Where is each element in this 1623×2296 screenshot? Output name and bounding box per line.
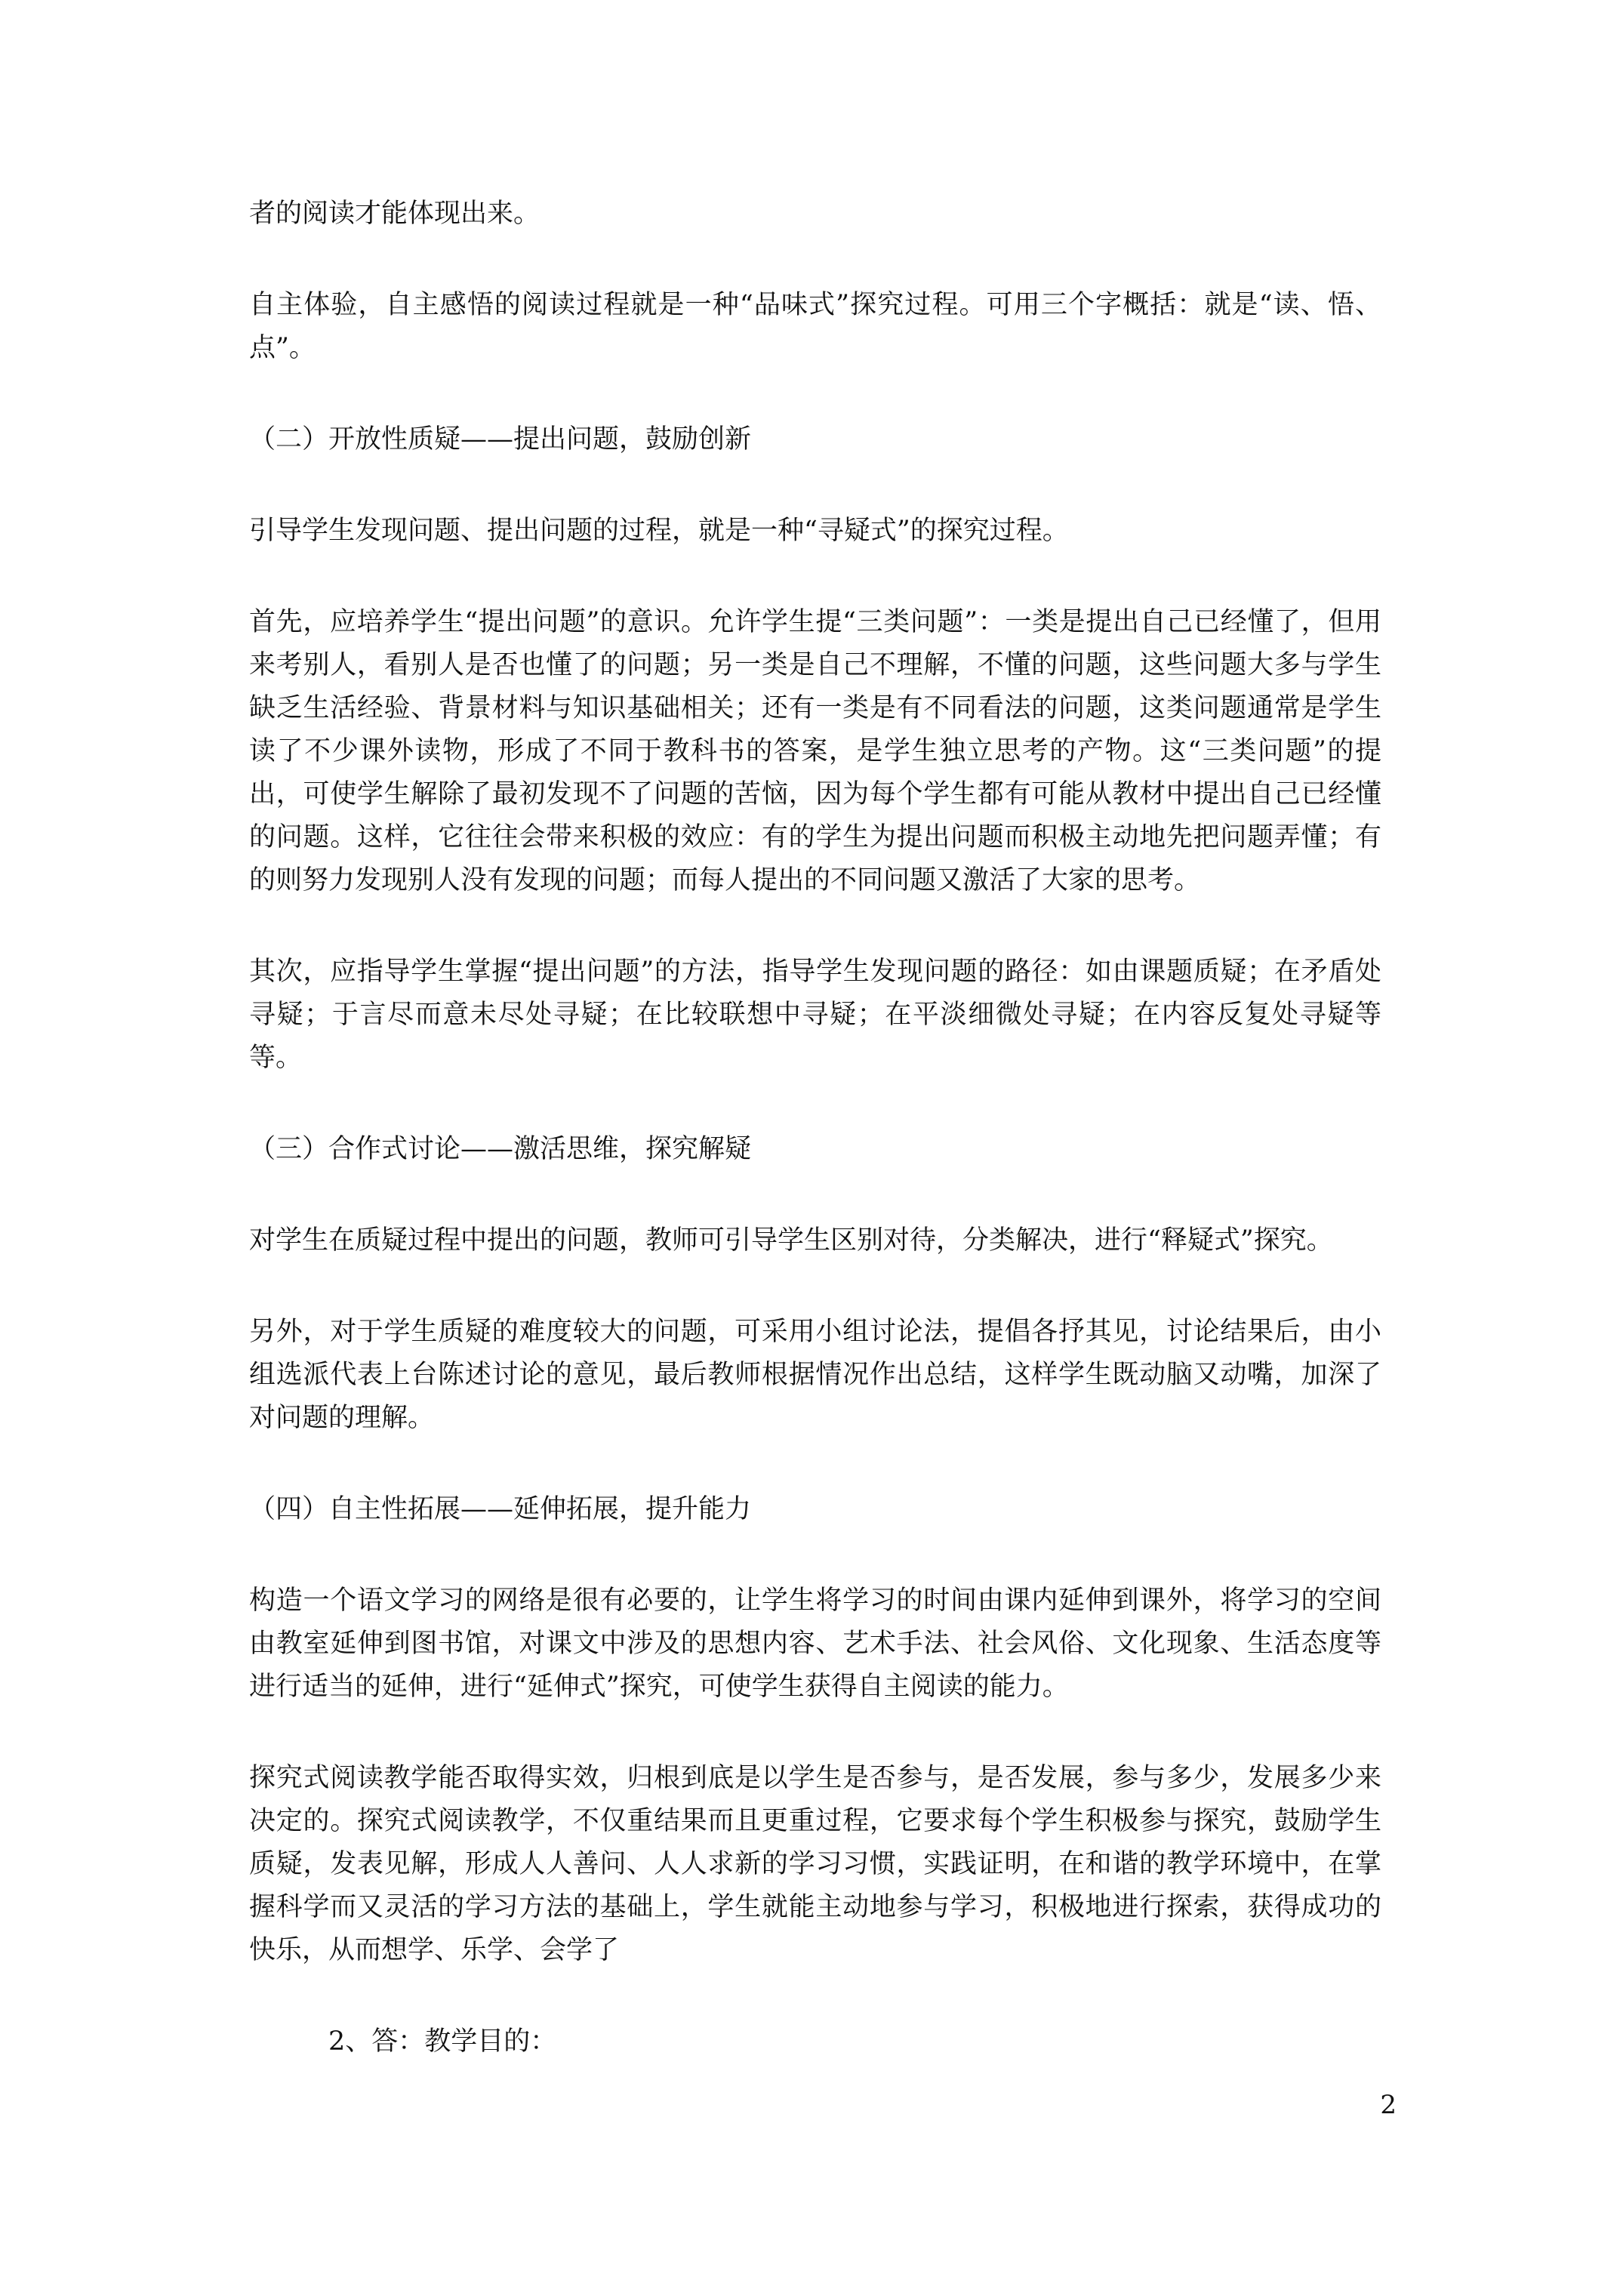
paragraph-second: 其次，应指导学生掌握“提出问题”的方法，指导学生发现问题的路径：如由课题质疑；在矛盾处寻疑；于言尽而意未尽处寻疑；在比较联想中寻疑；在平淡细微处寻疑；在内容反复处寻疑等等。: [249, 957, 1381, 1073]
section-heading-4: （四）自主性拓展——延伸拓展，提升能力: [249, 1494, 752, 1524]
paragraph-conclusion: 探究式阅读教学能否取得实效，归根到底是以学生是否参与，是否发展，参与多少，发展多少来决定的。探究式阅读教学，不仅重结果而且更重过程，它要求每个学生积极参与探究，鼓励学生质疑，发表见解，形成人人善问、人人求新的学习习惯，实践证明，在和谐的教学环境中，在掌握科学而又灵活的学习方法的基础上，学生就能主动地参与学习，积极地进行探索，获得成功的快乐，从而想学、乐学、会学了: [249, 1763, 1381, 1965]
paragraph-resolve: 对学生在质疑过程中提出的问题，教师可引导学生区别对待，分类解决，进行“释疑式”探究。: [249, 1225, 1333, 1256]
section-heading-3: （三）合作式讨论——激活思维，探究解疑: [249, 1134, 752, 1164]
page-number: 2: [1380, 2090, 1397, 2120]
document-body: [249, 193, 1381, 2063]
paragraph-continuation: 者的阅读才能体现出来。: [249, 199, 540, 229]
section-heading-2: （二）开放性质疑——提出问题，鼓励创新: [249, 424, 752, 455]
paragraph-experience: 自主体验，自主感悟的阅读过程就是一种“品味式”探究过程。可用三个字概括：就是“读、悟、点”。: [249, 290, 1381, 363]
answer-line: 2、答：教学目的：: [328, 2026, 557, 2057]
paragraph-discussion: 另外，对于学生质疑的难度较大的问题，可采用小组讨论法，提倡各抒其见，讨论结果后，由小组选派代表上台陈述讨论的意见，最后教师根据情况作出总结，这样学生既动脑又动嘴，加深了对问题的理解。: [249, 1317, 1381, 1433]
paragraph-extension: 构造一个语文学习的网络是很有必要的，让学生将学习的时间由课内延伸到课外，将学习的空间由教室延伸到图书馆，对课文中涉及的思想内容、艺术手法、社会风俗、文化现象、生活态度等进行适当的延伸，进行“延伸式”探究，可使学生获得自主阅读的能力。: [249, 1586, 1381, 1702]
paragraph-first: 首先，应培养学生“提出问题”的意识。允许学生提“三类问题”：一类是提出自己已经懂了，但用来考别人，看别人是否也懂了的问题；另一类是自己不理解，不懂的问题，这些问题大多与学生缺乏生活经验、背景材料与知识基础相关；还有一类是有不同看法的问题，这类问题通常是学生读了不少课外读物，形成了不同于教科书的答案，是学生独立思考的产物。这“三类问题”的提出，可使学生解除了最初发现不了问题的苦恼，因为每个学生都有可能从教材中提出自己已经懂的问题。这样，它往往会带来积极的效应：有的学生为提出问题而积极主动地先把问题弄懂；有的则努力发现别人没有发现的问题；而每人提出的不同问题又激活了大家的思考。: [249, 607, 1381, 895]
paragraph-guide-questions: 引导学生发现问题、提出问题的过程，就是一种“寻疑式”的探究过程。: [249, 516, 1069, 546]
